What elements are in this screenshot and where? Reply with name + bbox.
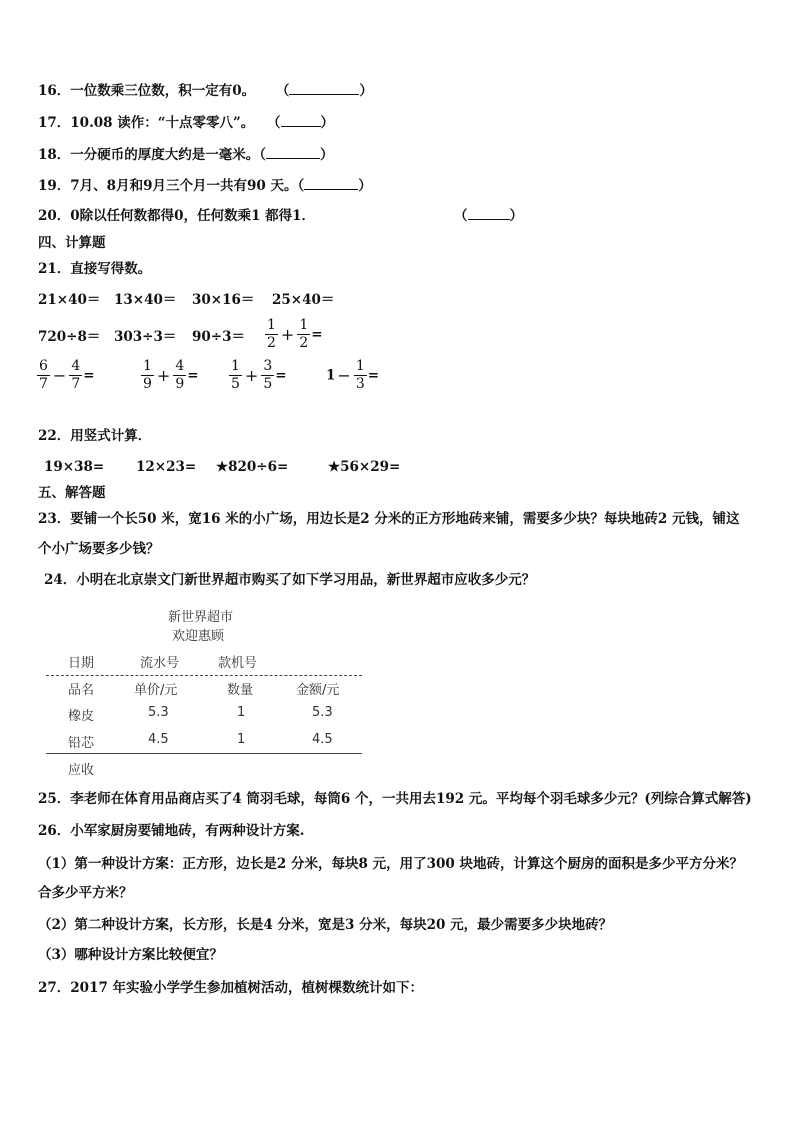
answer-paren: （ ） bbox=[259, 147, 334, 163]
receipt-row-price: 4.5 bbox=[148, 732, 169, 747]
question-26-part-1-line-2: 合多少平方米？ bbox=[38, 885, 133, 901]
receipt-header-serial: 流水号 bbox=[140, 656, 180, 671]
question-26: 26．小军家厨房要铺地砖，有两种设计方案. bbox=[38, 823, 305, 839]
answer-blank[interactable] bbox=[289, 82, 359, 95]
question-16 bbox=[38, 82, 373, 100]
calc-item: 30×16＝ bbox=[192, 292, 255, 308]
receipt-store-name: 新世界超市 bbox=[168, 610, 234, 625]
fraction-expression: $\frac{1}{9}$ + $\frac{4}{9}$ = bbox=[143, 358, 199, 392]
section-heading-calculation: 四、计算题 bbox=[38, 235, 106, 251]
fraction: $\frac{4}{9}$ bbox=[175, 358, 185, 392]
receipt-row-name: 橡皮 bbox=[68, 709, 95, 724]
calc-item: 13×40＝ bbox=[114, 292, 177, 308]
question-20-text: 20．0除以任何数都得0，任何数乘1 都得1． bbox=[38, 208, 316, 224]
receipt-col-amount: 金额/元 bbox=[296, 683, 340, 698]
fraction: $\frac{1}{2}$ bbox=[267, 317, 276, 351]
fraction: $\frac{4}{7}$ bbox=[71, 358, 81, 392]
calc-item: 25×40＝ bbox=[272, 292, 335, 308]
fraction: $\frac{3}{5}$ bbox=[263, 358, 273, 392]
question-20 bbox=[38, 207, 523, 225]
question-23-line-2: 个小广场要多少钱？ bbox=[38, 541, 160, 557]
answer-paren: （ ） bbox=[454, 208, 523, 224]
calc-item: 90÷3＝ bbox=[192, 329, 245, 345]
question-17-text: 17．10.08 读作：“十点零零八”。 bbox=[38, 115, 255, 131]
receipt-row-price: 5.3 bbox=[148, 705, 169, 720]
receipt-row-name: 铅芯 bbox=[68, 736, 95, 751]
calc-item: 12×23= bbox=[136, 459, 197, 475]
answer-blank[interactable] bbox=[266, 146, 320, 159]
answer-blank[interactable] bbox=[468, 207, 510, 220]
receipt-welcome: 欢迎惠顾 bbox=[172, 629, 225, 644]
fraction: $\frac{1}{9}$ bbox=[143, 358, 152, 392]
calc-item: 21×40＝ bbox=[38, 292, 101, 308]
answer-paren: （ ） bbox=[267, 115, 334, 131]
question-18 bbox=[38, 146, 334, 164]
question-17 bbox=[38, 114, 334, 132]
calc-item: ★820÷6= bbox=[216, 459, 289, 475]
section-heading-word-problems: 五、解答题 bbox=[38, 485, 106, 501]
fraction-expression: 1 − $\frac{1}{3}$ = bbox=[326, 358, 380, 392]
fraction-expression: $\frac{1}{2}$ + $\frac{1}{2}$ = bbox=[267, 317, 323, 351]
receipt-col-price: 单价/元 bbox=[134, 683, 178, 698]
receipt-col-item: 品名 bbox=[68, 683, 95, 698]
answer-blank[interactable] bbox=[281, 114, 321, 127]
question-27: 27．2017 年实验小学学生参加植树活动，植树棵数统计如下： bbox=[38, 980, 424, 996]
question-25: 25．李老师在体育用品商店买了4 筒羽毛球，每筒6 个，一共用去192 元。平均每个羽毛球多少元？(列综合算式解答) bbox=[38, 791, 752, 807]
fraction-expression: $\frac{1}{5}$ + $\frac{3}{5}$ = bbox=[231, 358, 287, 392]
question-26-part-2: （2）第二种设计方案，长方形，长是4 分米，宽是3 分米，每块20 元，最少需要多少块地砖？ bbox=[38, 917, 613, 933]
answer-blank[interactable] bbox=[304, 177, 358, 190]
fraction: $\frac{1}{2}$ bbox=[299, 317, 309, 351]
receipt-row-qty: 1 bbox=[237, 732, 246, 747]
question-22: 22．用竖式计算． bbox=[38, 428, 152, 444]
fraction: $\frac{6}{7}$ bbox=[39, 358, 48, 392]
receipt-row-amount: 4.5 bbox=[312, 732, 333, 747]
receipt-col-qty: 数量 bbox=[227, 683, 254, 698]
receipt-row-amount: 5.3 bbox=[312, 705, 333, 720]
question-19-text: 19．7月、8月和9月三个月一共有90 天。 bbox=[38, 178, 298, 194]
question-26-part-1-line-1: （1）第一种设计方案：正方形，边长是2 分米，每块8 元，用了300 块地砖，计算这个厨房的面积是多少平方分米？ bbox=[38, 856, 743, 872]
fraction: $\frac{1}{5}$ bbox=[231, 358, 240, 392]
fraction: $\frac{1}{3}$ bbox=[355, 358, 365, 392]
receipt-header-register: 款机号 bbox=[218, 656, 258, 671]
question-19 bbox=[38, 177, 372, 195]
fraction-expression: $\frac{6}{7}$ − $\frac{4}{7}$ = bbox=[39, 358, 95, 392]
question-23-line-1: 23．要铺一个长50 米，宽16 米的小广场，用边长是2 分米的正方形地砖来铺，需要多少块？每块地砖2 元钱，铺这 bbox=[38, 511, 740, 527]
calc-item: 720÷8＝ bbox=[38, 329, 101, 345]
question-21: 21．直接写得数。 bbox=[38, 261, 152, 277]
answer-paren: （ ） bbox=[297, 178, 372, 194]
receipt-divider bbox=[46, 753, 362, 754]
receipt-header-date: 日期 bbox=[68, 656, 95, 671]
question-26-part-3: （3）哪种设计方案比较便宜？ bbox=[38, 947, 223, 963]
question-18-text: 18．一分硬币的厚度大约是一毫米。 bbox=[38, 147, 260, 163]
question-16-text: 16．一位数乘三位数，积一定有0。 bbox=[38, 83, 256, 99]
calc-item: ★56×29= bbox=[328, 459, 401, 475]
receipt-total-label: 应收 bbox=[68, 763, 95, 778]
calc-item: 303÷3＝ bbox=[114, 329, 177, 345]
question-24: 24．小明在北京崇文门新世界超市购买了如下学习用品，新世界超市应收多少元？ bbox=[44, 572, 536, 588]
receipt-row-qty: 1 bbox=[237, 705, 246, 720]
calc-item: 19×38= bbox=[44, 459, 105, 475]
receipt-divider bbox=[46, 675, 362, 676]
answer-paren: （ ） bbox=[275, 83, 373, 99]
